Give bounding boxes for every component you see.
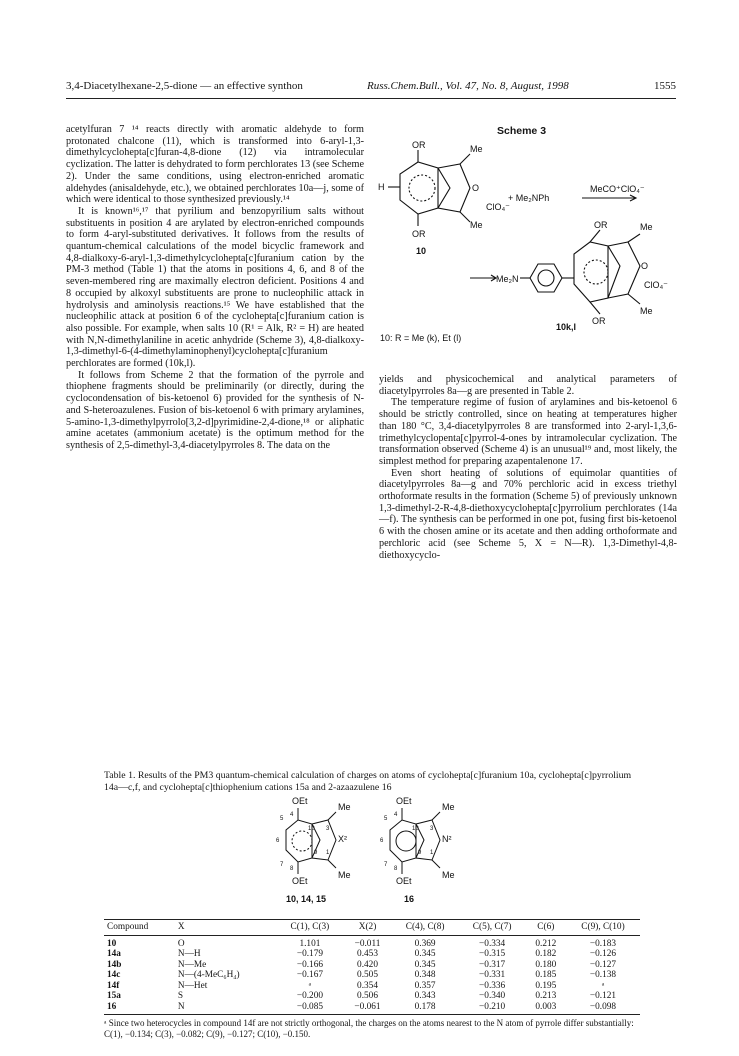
x2-label: X² (338, 834, 347, 844)
table-cell: −0.317 (479, 959, 506, 970)
oet-label: OEt (396, 796, 412, 806)
table-cell: 10 (107, 938, 117, 949)
position-3: 3 (326, 826, 330, 832)
table-footnote: ᵃ Since two heterocycles in compound 14f are not strictly orthogonal, the charges on the atoms nearest to the N atom of pyrrole differ substantially: C(1), −0.134; C(3), −0.082; C(9), −0.127; C(10), −0.150. (104, 1018, 634, 1039)
table-cell: 0.354 (357, 980, 378, 991)
position-4: 4 (394, 812, 398, 818)
table-cell: 0.348 (414, 970, 436, 980)
table-cell: 14c (107, 970, 121, 980)
table-row (104, 991, 640, 1002)
me-label: Me (338, 802, 351, 812)
table-cell: 0.453 (357, 949, 378, 959)
phenyl-ring (530, 264, 562, 292)
column-header: C(6) (526, 920, 566, 936)
table-header-row (104, 920, 640, 936)
cycloheptane-ring-product (574, 242, 620, 302)
oet-label: OEt (292, 796, 308, 806)
table-cell: −0.210 (459, 1002, 526, 1015)
or-label: OR (412, 229, 426, 239)
position-6: 6 (276, 838, 280, 844)
position-6: 6 (380, 838, 384, 844)
page-number: 1555 (654, 80, 676, 92)
perchlorate-label: ClO₄⁻ (486, 202, 510, 212)
table-cell: −0.098 (566, 1002, 640, 1015)
table-cell: 0.213 (535, 991, 557, 1001)
left-column (66, 124, 364, 452)
table-cell: −0.315 (479, 949, 506, 959)
header-journal: Russ.Chem.Bull., Vol. 47, No. 8, August, 1998 (367, 80, 569, 92)
charges-table (104, 919, 640, 1015)
table-cell: 14a (107, 949, 121, 959)
table-cell: −0.167 (296, 970, 323, 980)
structure-right-label: 16 (404, 894, 415, 904)
position-8: 8 (290, 866, 294, 872)
column-header: C(9), C(10) (566, 920, 640, 936)
paragraph: acetylfuran 7 ¹⁴ reacts directly with aromatic aldehyde to form protonated chalcone (11), which is transformed into 6-aryl-1,3-dimethylcyclohepta[c]furan-4,8-dione (12) via intramolecular cyclization. The latter is dehydrated to form perchlorates 13 (see Scheme 2). Under the same conditions, using electron-enriched aromatic aldehydes (anisaldehyde, etc.), we obtained perchlorates 10a—j, some of which were identical to those synthesized previously.¹⁴ (66, 124, 364, 206)
table-row (104, 981, 640, 992)
table-cell: ᵃ (308, 980, 312, 991)
table-cell: 0.178 (392, 1002, 459, 1015)
table-cell: 16 (104, 1002, 175, 1015)
table-cell: S (177, 991, 184, 1001)
table-cell: −0.085 (276, 1002, 343, 1015)
table-cell: 0.343 (414, 991, 436, 1001)
table-cell: −0.334 (479, 938, 506, 949)
column-header: X(2) (343, 920, 391, 936)
table-cell: −0.166 (296, 959, 323, 970)
table-cell: 0.182 (535, 949, 557, 959)
header-title: 3,4-Diacetylhexane-2,5-dione — an effective synthon (66, 80, 303, 92)
column-header: X (175, 920, 277, 936)
reagent-label: + Me₂NPh (508, 193, 550, 203)
table-cell: −0.179 (296, 949, 323, 959)
or-label: OR (594, 220, 608, 230)
table-cell: 0.345 (414, 959, 436, 970)
table-row (104, 935, 640, 949)
scheme-caption: 10: R = Me (k), Et (l) (380, 333, 462, 343)
header-rule (66, 98, 676, 99)
cycloheptane-ring (400, 162, 450, 214)
table-row (104, 949, 640, 960)
table-cell: −0.061 (343, 1002, 391, 1015)
me-label: Me (338, 870, 351, 880)
table-cell: N—(4-MeC₆H₄) (177, 970, 240, 980)
table-cell: ᵃ (601, 980, 605, 991)
position-3: 3 (430, 826, 434, 832)
table-row (104, 960, 640, 971)
column-header: C(4), C(8) (392, 920, 459, 936)
h-label: H (378, 182, 385, 192)
column-header: C(1), C(3) (276, 920, 343, 936)
column-header: C(5), C(7) (459, 920, 526, 936)
table-cell: 0.195 (535, 980, 557, 991)
position-1: 1 (430, 850, 434, 856)
table-cell: 0.003 (526, 1002, 566, 1015)
compound-10kl-label: 10k,l (556, 322, 577, 332)
position-4: 4 (290, 812, 294, 818)
table-cell: 0.185 (535, 970, 557, 980)
right-column (379, 374, 677, 561)
me-label: Me (442, 870, 455, 880)
table-cell: −0.331 (479, 970, 506, 980)
me-label: Me (640, 222, 653, 232)
table-cell: 0.505 (357, 970, 378, 980)
o-label: O (472, 183, 480, 193)
table-cell: −0.138 (589, 970, 617, 980)
table-cell: 0.369 (414, 938, 436, 949)
oet-label: OEt (292, 876, 308, 886)
oet-label: OEt (396, 876, 412, 886)
position-9: 9 (418, 850, 422, 856)
n2-label: N² (442, 834, 452, 844)
or-label: OR (412, 140, 426, 150)
table-cell: N—H (177, 949, 201, 959)
table-cell: 1.101 (299, 938, 321, 949)
aromatic-circle (409, 175, 435, 201)
table-cell: 0.212 (535, 938, 557, 949)
paragraph: It follows from Scheme 2 that the formation of the pyrrole and thiophene fragments should be preliminarily (or directly, during the cyclocondensation of bis-ketoenol 6) provided for the synthesis of N- and S-heteroazulenes. Fusion of bis-ketoenol 6 with primary arylamines, 5-amino-1,3-dimethylpyrrolo[3,2-d]pyrimidine-2,4-dione,¹⁸ or aliphatic amine acetates (ammonium acetate) is the optimum method for the synthesis of 2,5-dimethyl-3,4-diacetylpyrroles 8. The data on the (66, 369, 364, 451)
paragraph: The temperature regime of fusion of arylamines and bis-ketoenol 6 should be strictly controlled, since on heating at temperatures higher than 180 °C, 3,4-diacetylpyrroles 8 are transformed into 2-aryl-1,3,6-trimethylcyclopenta[c]pyrrol-4-ones by intramolecular cyclization. The transformation observed (Scheme 4) is an unusual¹⁹ and, most likely, the simplest method for preparing azapentalenone 17. (379, 397, 677, 467)
table-cell: 14f (107, 980, 120, 991)
running-header (66, 80, 676, 96)
me-label: Me (470, 220, 483, 230)
or-label: OR (592, 316, 606, 326)
position-7: 7 (280, 862, 284, 868)
table-cell: 0.345 (414, 949, 436, 959)
table-cell: −0.200 (296, 991, 323, 1001)
table-cell: −0.183 (589, 938, 617, 949)
position-8: 8 (394, 866, 398, 872)
perchlorate-label: ClO₄⁻ (644, 280, 668, 290)
position-7: 7 (384, 862, 388, 868)
position-9: 9 (314, 850, 318, 856)
compound-10-label: 10 (416, 246, 427, 256)
me2n-label: Me₂N (496, 274, 519, 284)
table-cell: 14b (107, 959, 122, 970)
o-label: O (641, 261, 649, 271)
paragraph: yields and physicochemical and analytical parameters of diacetylpyrroles 8a—g are presented in Table 2. (379, 374, 677, 397)
table-cell: −0.011 (354, 938, 381, 949)
scheme-3-diagram (378, 138, 678, 334)
table-cell: −0.127 (589, 959, 617, 970)
column-header: Compound (104, 920, 175, 936)
position-5: 5 (384, 816, 388, 822)
scheme-title: Scheme 3 (497, 125, 547, 137)
table-cell: −0.340 (479, 991, 506, 1001)
paragraph: Even short heating of solutions of equimolar quantities of diacetylpyrroles 8a—g and 70% perchloric acid in excess triethyl orthoformate results in the formation (Scheme 5) of previously unknown 1,3-dimethyl-2-R-4,8-diethoxycyclohepta[c]pyrrolium perchlorates (14a—f). The synthesis can be performed in one pot, fusing first bis-ketoenol 6 with the chosen amine or its acetate and then adding orthoformate and perchloric acid (see Scheme 5, X = N—R). 1,3-Dimethyl-4,8-diethoxycyclo- (379, 467, 677, 561)
table-cell: −0.336 (479, 980, 506, 991)
table-row (104, 970, 640, 981)
position-5: 5 (280, 816, 284, 822)
paragraph: It is known¹⁶,¹⁷ that pyrilium and benzopyrilium salts without substituents in position 4 are arylated by electron-enriched compounds to form 4-aryl-substituted derivatives. It follows from the results of quantum-chemical calculations of the model bicyclic framework and 4,8-dialkoxy-6-aryl-1,3-dimethylcyclohepta[c]furanium cation by the PM-3 method (Table 1) that the atoms in positions 4, 6, and 8 of the seven-membered ring are maximally electron deficient. Positions 4 and 8 occupied by alkoxyl substituents are prone to nucleophilic attack in hydrolysis and aminolysis reactions.¹⁵ We have established that the nucleophilic attack at position 6 of the cyclohepta[c]furanium cation is also possible. For example, when salts 10 (R¹ = Alk, R² = H) are heated with N,N-dimethylaniline in acetic anhydride (Scheme 3), 4,8-dialkoxy-1,3-dimethyl-6-(4-dimethylaminophenyl)cyclohepta[c]furanium perchlorates are formed (10k,l). (66, 205, 364, 370)
table-structures (270, 796, 470, 916)
position-1: 1 (326, 850, 330, 856)
table-cell: 0.506 (357, 991, 378, 1001)
table-cell: O (177, 938, 185, 949)
table-cell: N—Het (177, 980, 208, 991)
structure-left-label: 10, 14, 15 (286, 894, 327, 904)
furan-ring (438, 164, 470, 212)
table-cell: N (175, 1002, 277, 1015)
table-cell: 0.420 (357, 959, 378, 970)
table-cell: −0.121 (589, 991, 617, 1001)
me-label: Me (640, 306, 653, 316)
me-label: Me (442, 802, 455, 812)
table-cell: 0.180 (535, 959, 557, 970)
conditions-label: MeCO⁺ClO₄⁻ (590, 184, 645, 194)
table-row (104, 1002, 640, 1015)
table-cell: N—Me (177, 959, 207, 970)
table-cell: −0.126 (589, 949, 617, 959)
table-caption: Table 1. Results of the PM3 quantum-chemical calculation of charges on atoms of cyclohepta[c]furanium 10a, cyclohepta[c]pyrrolium 14a—c,f, and cyclohepta[c]thiophenium cations 15a and 2-azaazulene 16 (104, 770, 632, 793)
position-10: 10 (308, 826, 315, 832)
position-10: 10 (412, 826, 419, 832)
me-label: Me (470, 144, 483, 154)
table-cell: 0.357 (414, 980, 436, 991)
table-cell: 15a (107, 991, 121, 1001)
